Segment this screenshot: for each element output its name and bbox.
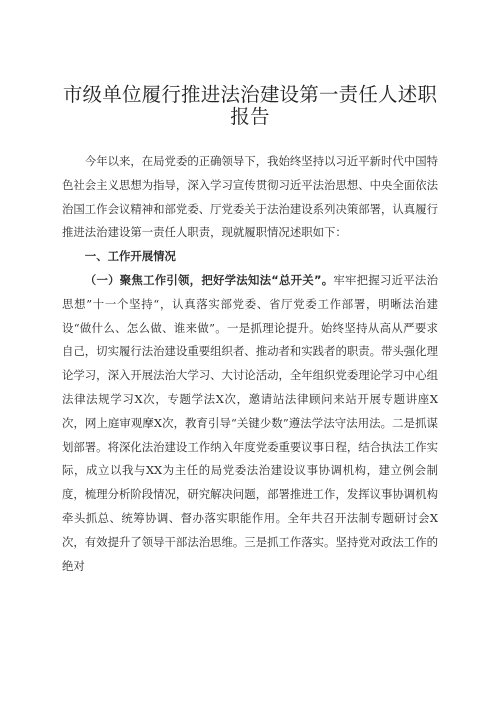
subsection-body: 牢牢把握习近平法治思想”十一个坚持“，认真落实部党委、省厅党委工作部署，明晰法治建设“做什么、怎么做、谁来做”。一是抓理论提升。始终坚持从高从严要求自己，切实履行法治建设重要组织者、推动者和实践者的职责。带头强化理论学习，深入开展法治大学习、大讨论活动，全年组织党委理论学习中心组法律法规学习X次，专题学法X次，邀请站法律顾问来站开展专题讲座X次，网上庭审观摩X次，教育引导“关键少数”遵法学法守法用法。二是抓谋划部署。将深化法治建设工作纳入年度党委重要议事日程，结合执法工作实际，成立以我与XX为主任的局党委法治建设议事协调机构，建立例会制度，梳理分析阶段情况，研究解决问题，部署推进工作，发挥议事协调机构牵头抓总、统筹协调、督办落实职能作用。全年共召开法制专题研讨会X次，有效提升了领导干部法治思维。三是抓工作落实。坚持党对政法工作的绝对 — [62, 272, 438, 573]
subsection-paragraph — [62, 269, 438, 578]
section-heading: 一、工作开展情况 — [84, 249, 176, 264]
document-title: 市级单位履行推进法治建设第一责任人述职报告 — [62, 83, 438, 128]
intro-paragraph: 今年以来，在局党委的正确领导下，我始终坚持以习近平新时代中国特色社会主义思想为指导，深入学习宣传贯彻习近平法治思想、中央全面依法治国工作会议精神和部党委、厅党委关于法治建设系列决策部署，认真履行推进法治建设第一责任人职责，现就履职情况述职如下： — [62, 154, 438, 240]
subsection-heading: （一）聚焦工作引领，把好学法知法“总开关”。 — [84, 272, 334, 287]
document-body — [62, 150, 438, 578]
